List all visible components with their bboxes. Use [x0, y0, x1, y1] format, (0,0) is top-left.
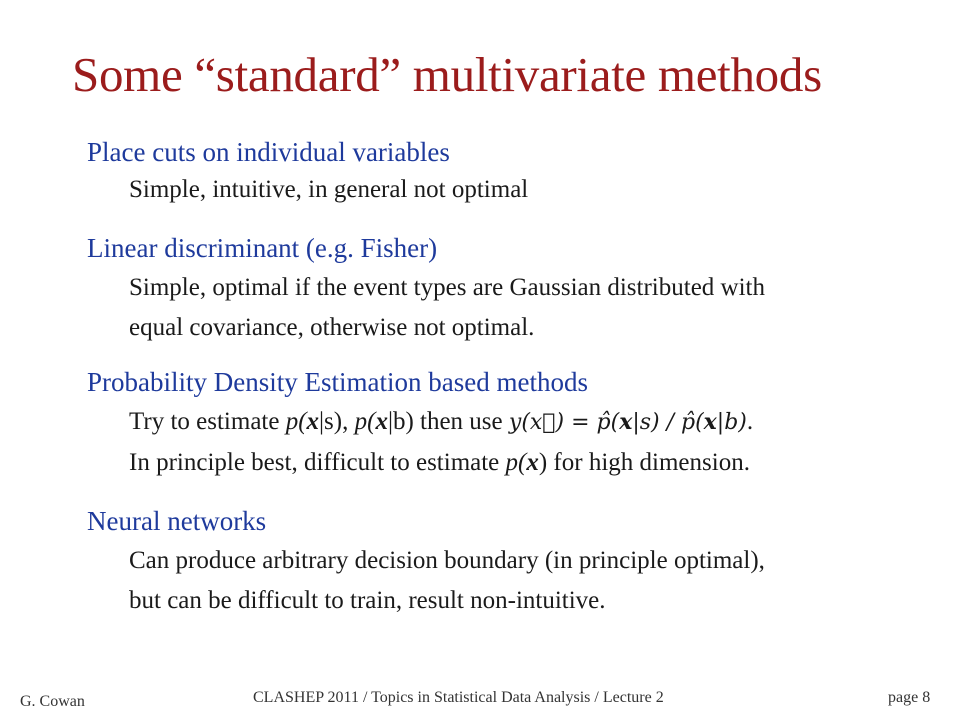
section-line-pde-estimate	[129, 402, 927, 443]
section-heading: Linear discriminant (e.g. Fisher)	[87, 233, 438, 263]
likelihood-ratio-formula	[509, 410, 747, 435]
text: |b) then use	[387, 408, 509, 435]
section-line: Simple, optimal if the event types are Gaussian distributed with	[129, 274, 765, 301]
section-line-pde-principle	[129, 443, 927, 483]
section-line: Can produce arbitrary decision boundary (in principle optimal),	[129, 547, 765, 574]
section-neural-networks	[87, 503, 927, 621]
section-cuts	[87, 134, 927, 210]
section-heading: Place cuts on individual variables	[87, 137, 450, 167]
formula-num-x: x	[619, 409, 633, 435]
formula-lhs: y(x⃗) =	[508, 410, 597, 435]
p-symbol: p(	[505, 449, 527, 476]
text: Try to estimate	[129, 408, 286, 435]
footer-page-number: page 8	[888, 689, 931, 706]
section-linear-discriminant	[87, 230, 927, 348]
section-heading: Neural networks	[87, 506, 267, 536]
p-symbol: p(	[285, 408, 307, 435]
formula-den-x: x	[703, 409, 717, 435]
footer-author: G. Cowan	[20, 693, 85, 710]
section-heading: Probability Density Estimation based methods	[87, 367, 588, 397]
slide-title: Some “standard” multivariate methods	[72, 47, 822, 102]
section-line: equal covariance, otherwise not optimal.	[129, 314, 535, 341]
footer-course: CLASHEP 2011 / Topics in Statistical Data Analysis / Lecture 2	[253, 689, 664, 706]
text: |s),	[319, 408, 355, 435]
x-vector: x	[306, 408, 320, 435]
formula-num-p: p̂(	[596, 410, 620, 435]
text: ) for high dimension.	[538, 449, 750, 476]
text: .	[746, 408, 754, 435]
formula-den-rest: |b)	[716, 410, 747, 435]
section-line: Simple, intuitive, in general not optimal	[129, 176, 529, 203]
formula-num-rest: |s) /	[632, 410, 681, 435]
section-pde	[87, 364, 927, 483]
formula-den-p: p̂(	[681, 410, 704, 435]
x-vector: x	[375, 408, 388, 435]
x-vector: x	[526, 449, 539, 476]
p-symbol: p(	[354, 408, 376, 435]
section-line: but can be difficult to train, result non-intuitive.	[129, 587, 606, 614]
text: In principle best, difficult to estimate	[129, 449, 506, 476]
